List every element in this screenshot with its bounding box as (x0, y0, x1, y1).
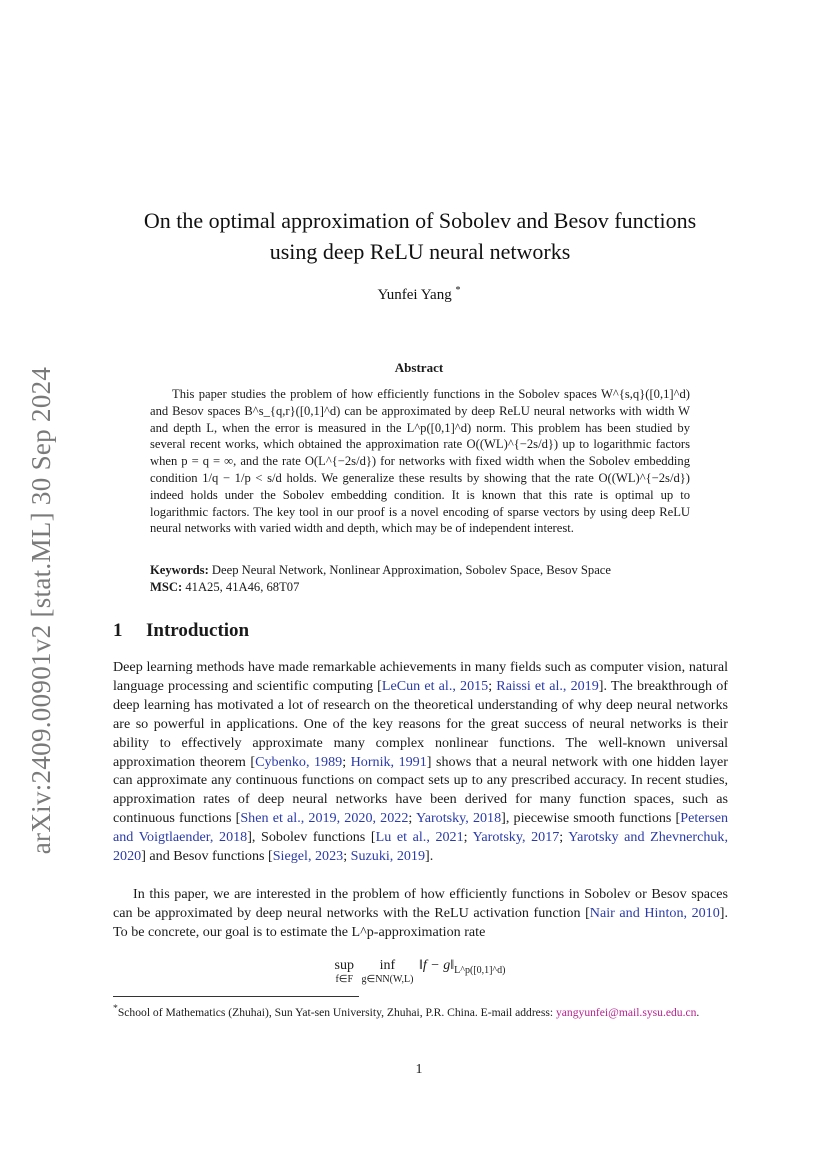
paper-title (95, 205, 745, 267)
intro-paragraph-1 (113, 658, 728, 866)
keywords-text: Deep Neural Network, Nonlinear Approximation, Sobolev Space, Besov Space (211, 563, 611, 577)
paragraph-text: ; (408, 810, 416, 827)
paragraph-text: ; (488, 677, 497, 694)
citation-link[interactable]: Petersen and Voigtlaender, 2018 (113, 810, 729, 846)
keywords-block (150, 562, 710, 595)
abstract-heading: Abstract (394, 360, 444, 375)
citation-link[interactable]: Hornik, 1991 (350, 753, 427, 770)
author-footnote-mark[interactable]: * (455, 285, 461, 296)
paragraph-text: ; (343, 848, 351, 865)
paragraph-text: ] shows that a neural network with one hidden layer can approximate any continuous functions on compact sets up to any prescribed accuracy. In recent studies, approximation rates of deep neural networks have been derived for many function spaces, such as continuous functions [ (113, 753, 728, 827)
paragraph-text: In this paper, we are interested in the problem of how efficiently functions in Sobolev or Besov spaces can be approximated by deep neural networks with the ReLU activation function [ (113, 886, 728, 921)
paragraph-text: ; (342, 753, 351, 770)
paper-title-line-1: On the optimal approximation of Sobolev and Besov functions (143, 208, 697, 233)
norm-expression: ‖f − g‖ (418, 958, 455, 973)
paragraph-text: ], piecewise smooth functions [ (501, 810, 681, 827)
email-link[interactable]: yangyunfei@mail.sysu.edu.cn (555, 1005, 697, 1019)
msc-label: MSC: (150, 579, 183, 594)
citation-link[interactable]: LeCun et al., 2015 (381, 677, 489, 694)
page-number: 1 (415, 1062, 423, 1077)
citation-link[interactable]: Nair and Hinton, 2010 (589, 904, 720, 921)
footnote (113, 1001, 728, 1020)
intro-paragraph-2 (113, 885, 728, 942)
paragraph-text: ; (559, 829, 569, 846)
equation-sup-operator (335, 958, 354, 985)
msc-text: 41A25, 41A46, 68T07 (185, 579, 300, 594)
paragraph-text: ; (463, 829, 473, 846)
citation-link[interactable]: Suzuki, 2019 (350, 848, 426, 865)
paragraph-text: ]. (425, 848, 434, 865)
equation-norm (418, 958, 506, 976)
keywords-line (150, 562, 710, 579)
author-name: Yunfei Yang (377, 287, 452, 303)
paragraph-text: ] and Besov functions [ (141, 848, 273, 865)
section-heading (113, 620, 249, 642)
norm-subscript: L^p([0,1]^d) (454, 964, 506, 976)
section-number: 1 (113, 620, 123, 641)
citation-link[interactable]: Yarotsky and Zhevnerchuk, 2020 (113, 829, 728, 865)
paper-title-line-2: using deep ReLU neural networks (269, 239, 571, 264)
paragraph-text: ]. To be concrete, our goal is to estimate the L^p-approximation rate (113, 904, 728, 940)
sup-subscript: f∈F (335, 974, 354, 985)
inf-subscript: g∈NN(W,L) (361, 974, 414, 985)
equation-inf-operator (361, 958, 413, 985)
abstract-text: This paper studies the problem of how efficiently functions in the Sobolev spaces W^{s,q}([0,1]^d) and Besov spaces B^s_{q,r}([0,1]^d) can be approximated by deep ReLU neural networks with width W and depth L, when the error is measured in the L^p([0,1]^d) norm. This problem has been studied by several recent works, which obtained the approximation rate O((WL)^{−2s/d}) up to logarithmic factors when p = q = ∞, and the rate O(L^{−2s/d}) for networks with fixed width when the Sobolev embedding condition 1/q − 1/p < s/d holds. We generalize these results by showing that the rate O((WL)^{−2s/d}) indeed holds under the Sobolev embedding condition. It is known that this rate is optimal up to logarithmic factors. The key tool in our proof is a novel encoding of sparse vectors by using deep ReLU neural networks with varied width and depth, which may be of independent interest. (150, 387, 690, 536)
arxiv-identifier-text: arXiv:2409.00901v2 [stat.ML] 30 Sep 2024 (26, 366, 57, 854)
citation-link[interactable]: Cybenko, 1989 (255, 753, 343, 770)
sup-symbol: sup (334, 958, 354, 973)
author-line (0, 285, 828, 304)
footnote-mark: * (113, 1003, 118, 1014)
paragraph-text: ]. The breakthrough of deep learning has motivated a lot of research on the theoretical understanding of why deep neural networks are so powerful in applications. One of the key reasons for the great success of neural networks is their ability to effectively approximate many complex nonlinear functions. The well-known universal approximation theorem [ (113, 677, 728, 770)
footnote-divider (113, 996, 359, 997)
section-title: Introduction (146, 620, 250, 641)
citation-link[interactable]: Lu et al., 2021 (375, 829, 464, 846)
paragraph-text: ], Sobolev functions [ (247, 829, 376, 846)
citation-link[interactable]: Shen et al., 2019, 2020, 2022 (240, 810, 409, 827)
display-equation (0, 958, 828, 985)
paragraph-text: Deep learning methods have made remarkable achievements in many fields such as computer vision, natural language processing and scientific computing [ (113, 659, 728, 694)
citation-link[interactable]: Siegel, 2023 (272, 848, 344, 865)
footnote-end: . (696, 1005, 700, 1019)
citation-link[interactable]: Yarotsky, 2018 (415, 810, 502, 827)
inf-symbol: inf (379, 958, 396, 973)
footnote-text: School of Mathematics (Zhuhai), Sun Yat-sen University, Zhuhai, P.R. China. E-mail address: (117, 1005, 556, 1019)
arxiv-identifier-stamp (22, 360, 62, 860)
keywords-label: Keywords: (150, 563, 209, 577)
citation-link[interactable]: Yarotsky, 2017 (472, 829, 560, 846)
citation-link[interactable]: Raissi et al., 2019 (496, 677, 599, 694)
msc-line (150, 579, 710, 596)
